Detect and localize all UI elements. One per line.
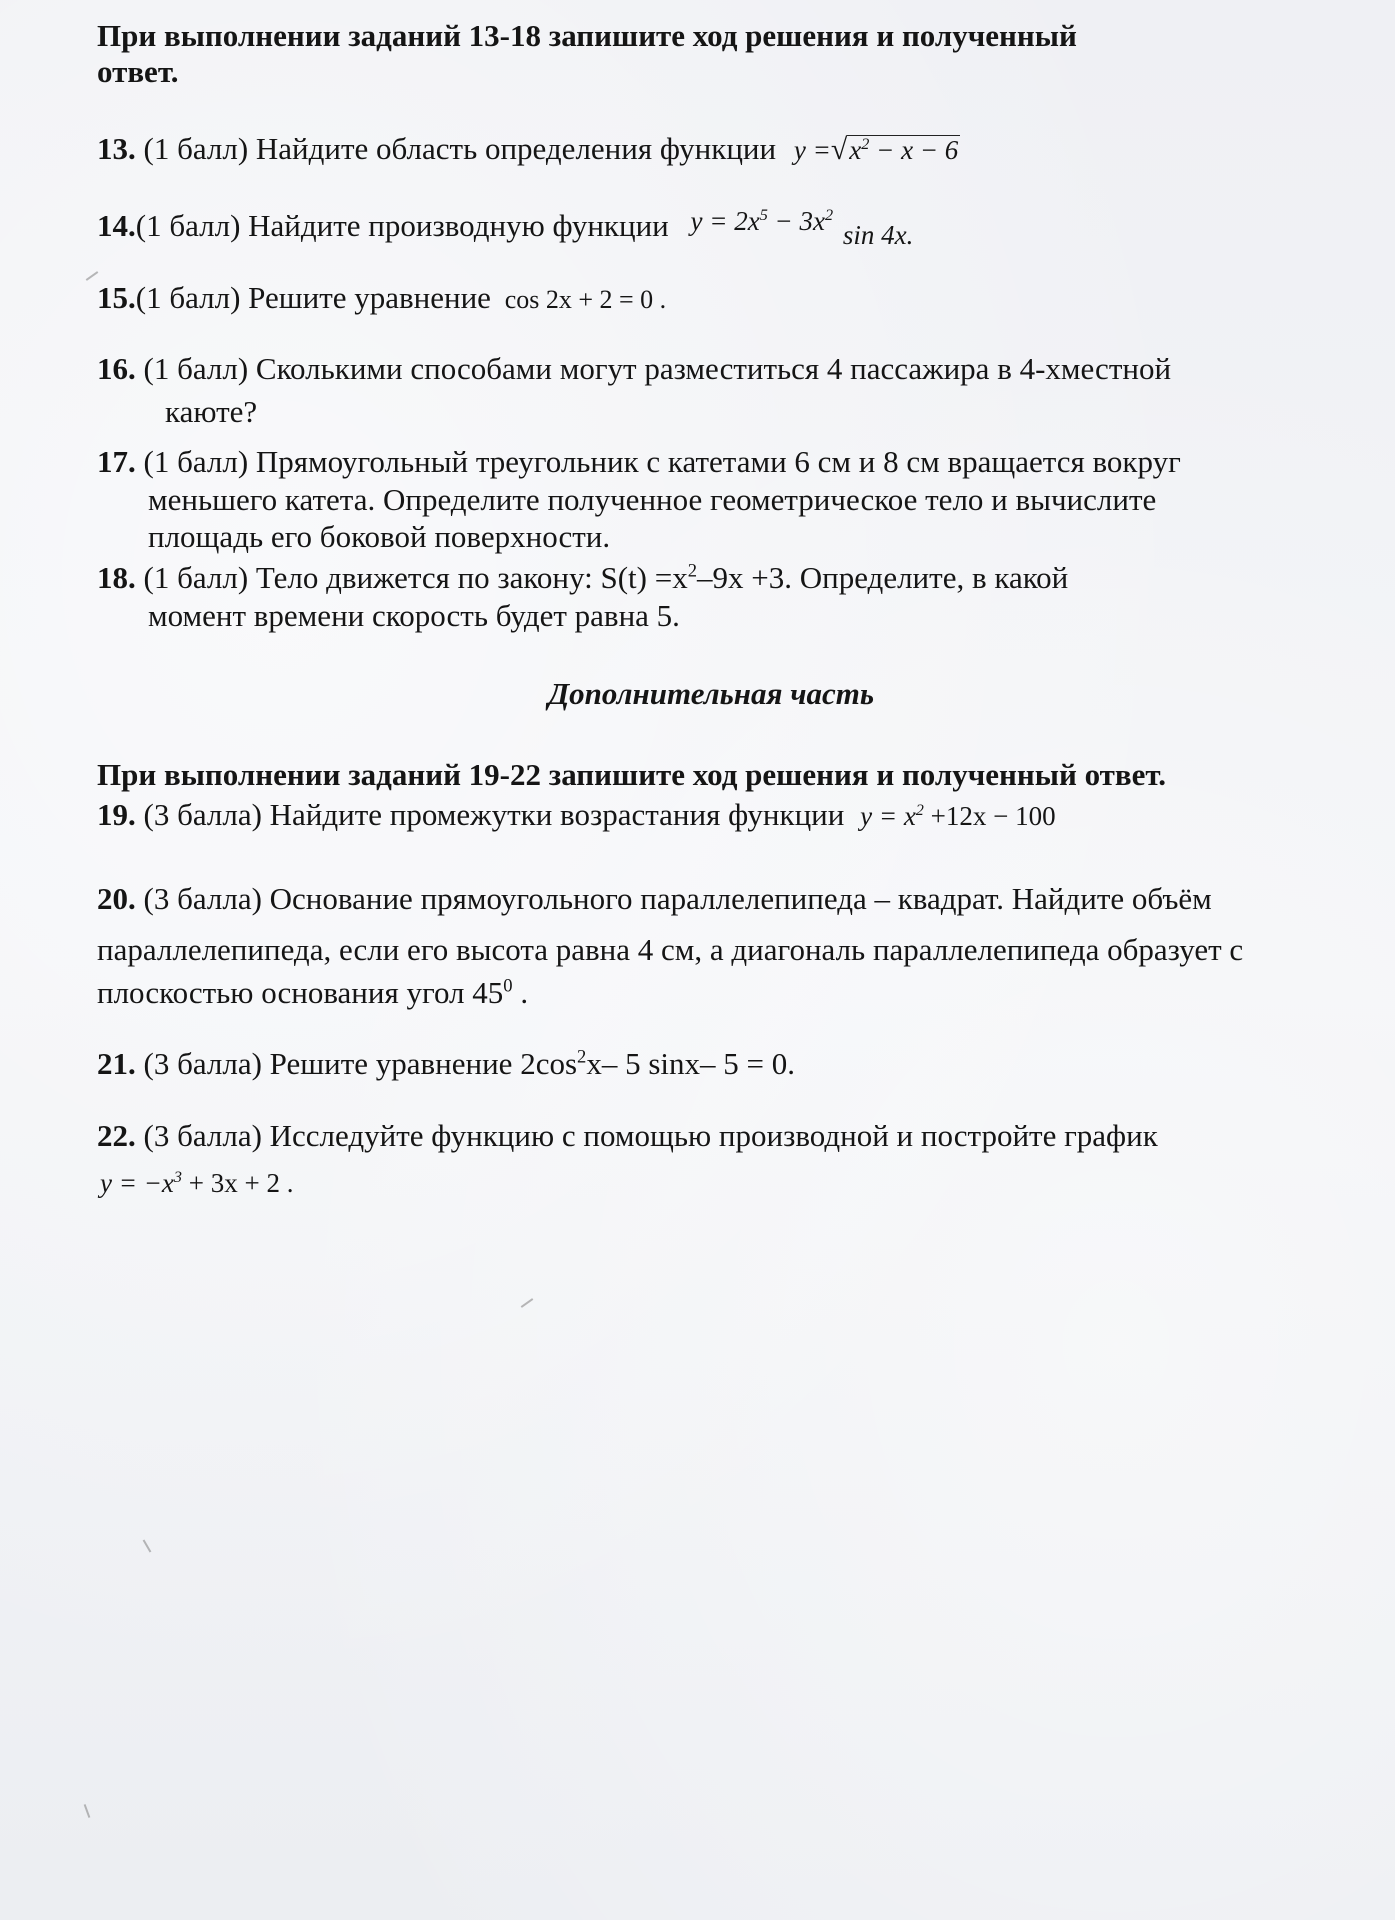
instructions-heading-1-line2: ответ. bbox=[97, 54, 179, 89]
task-text-b: x– 5 sinx– 5 = 0. bbox=[586, 1046, 795, 1081]
task-text: (1 балл) Решите уравнение bbox=[135, 280, 491, 315]
section-title: Дополнительная часть bbox=[548, 676, 875, 711]
task-number: 18. bbox=[97, 560, 136, 595]
task-number: 14. bbox=[97, 208, 136, 243]
task-text: (1 балл) Найдите область определения функции bbox=[143, 131, 777, 166]
instructions-heading-1-line1: При выполнении заданий 13-18 запишите ход решения и полученный bbox=[97, 18, 1077, 53]
task-18: 18. (1 балл) Тело движется по закону: $S(t) =x^2-9x +3$. Определите, в какой bbox=[97, 560, 1069, 595]
task-19 bbox=[97, 797, 1056, 834]
task-number: 17. bbox=[97, 444, 136, 479]
task-text-line1-b: –9x +3. Определите, в какой bbox=[697, 560, 1069, 595]
task-number: 22. bbox=[97, 1118, 136, 1153]
task-15 bbox=[97, 280, 666, 318]
task-20-line3: плоскостью основания угол $45^0$ . bbox=[97, 975, 529, 1010]
task-number: 19. bbox=[97, 797, 136, 832]
task-number: 15. bbox=[97, 280, 136, 315]
instructions-heading-1 bbox=[97, 18, 1077, 54]
task-16-line2: каюте? bbox=[165, 394, 258, 429]
scan-mark bbox=[84, 1804, 91, 1818]
task-16 bbox=[97, 351, 1171, 387]
task-17 bbox=[97, 444, 1181, 480]
task-number: 21. bbox=[97, 1046, 136, 1081]
task-text-line1: (1 балл) Сколькими способами могут разместиться 4 пассажира в 4-хместной bbox=[143, 351, 1172, 386]
task-20-line2: параллелепипеда, если его высота равна 4 см, а диагональ параллелепипеда образует с bbox=[97, 932, 1244, 967]
task-number: 16. bbox=[97, 351, 136, 386]
task-formula-sin: sin 4x. bbox=[842, 220, 914, 250]
task-17-line3: площадь его боковой поверхности. bbox=[148, 519, 611, 554]
task-13 bbox=[97, 131, 960, 168]
task-text-a: (3 балла) Решите уравнение 2cos bbox=[143, 1046, 578, 1081]
task-formula: cos 2x + 2 = 0 . bbox=[504, 285, 667, 314]
task-formula: $y = 2x^5 - 3x^2$ bbox=[690, 206, 834, 236]
task-number: 20. bbox=[97, 881, 136, 916]
task-number: 13. bbox=[97, 131, 136, 166]
instructions-heading-2: При выполнении заданий 19-22 запишите ход решения и полученный ответ. bbox=[97, 757, 1167, 792]
task-18-line2: момент времени скорость будет равна 5. bbox=[148, 598, 680, 633]
task-formula: $y =√x^2 - x - 6$ bbox=[793, 133, 959, 166]
task-22 bbox=[97, 1118, 1158, 1154]
task-22-formula: $y = -x^3 + 3x + 2$ . bbox=[100, 1168, 294, 1198]
task-20 bbox=[97, 881, 1212, 917]
task-21: 21. (3 балла) Решите уравнение $2\cos^2x-$ 5 sinx– 5 = 0. bbox=[97, 1046, 795, 1081]
task-text: (1 балл) Найдите производную функции bbox=[135, 208, 669, 243]
task-text-line1: (3 балла) Основание прямоугольного параллелепипеда – квадрат. Найдите объём bbox=[135, 881, 1212, 916]
task-17-line2: меньшего катета. Определите полученное геометрическое тело и вычислите bbox=[148, 482, 1157, 517]
task-text: (3 балла) Найдите промежутки возрастания функции bbox=[143, 797, 845, 832]
task-14 bbox=[97, 206, 914, 250]
scan-mark bbox=[143, 1539, 152, 1552]
task-text-line1-a: (1 балл) Тело движется по закону: S(t) =x bbox=[135, 560, 688, 595]
task-text-line1: (3 балла) Исследуйте функцию с помощью производной и постройте график bbox=[143, 1118, 1158, 1153]
task-formula: $y = x^2 +12x - 100$ bbox=[860, 801, 1056, 831]
scan-mark bbox=[521, 1298, 534, 1308]
task-text-line1: (1 балл) Прямоугольный треугольник с катетами 6 см и 8 см вращается вокруг bbox=[143, 444, 1181, 479]
